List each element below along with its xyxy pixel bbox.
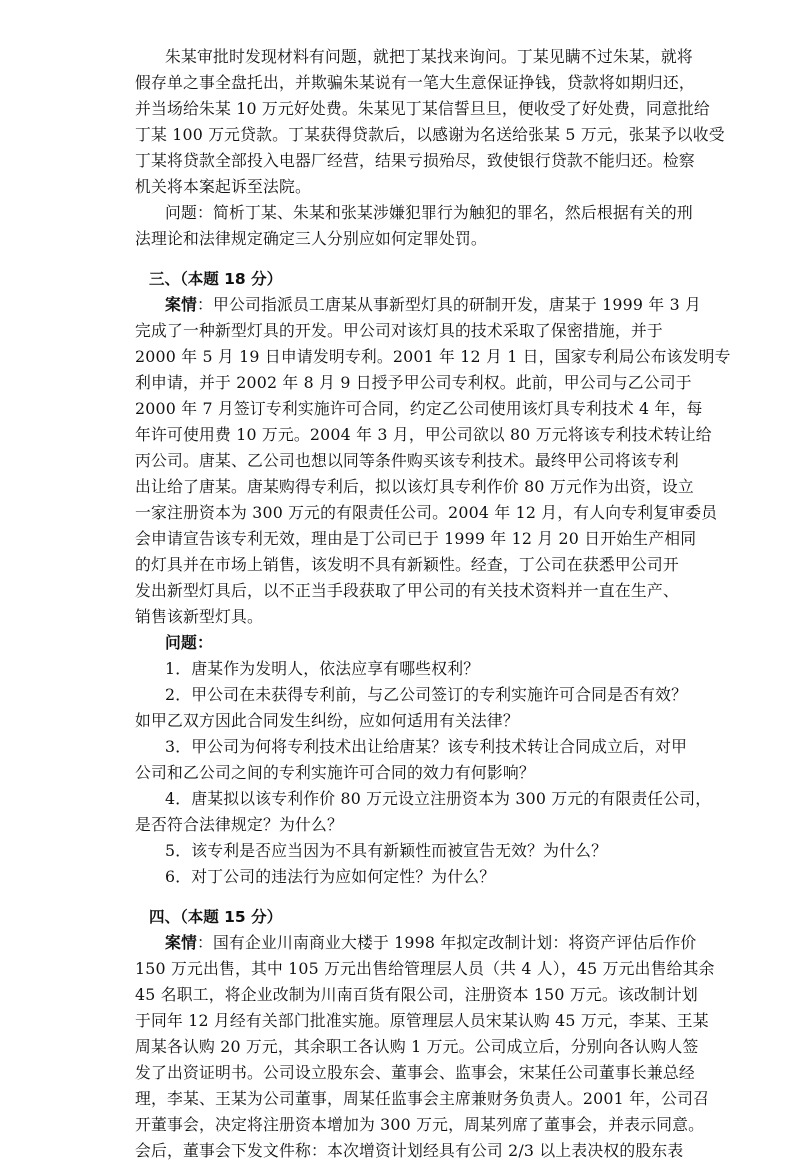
questions-label: 问题：: [165, 633, 213, 652]
case-label: 案情: [165, 295, 197, 314]
text-line: 假存单之事全盘托出，并欺骗朱某说有一笔大生意保证挣钱，贷款将如期归还，: [135, 73, 695, 92]
text-line: 150 万元出售，其中 105 万元出售给管理层人员（共 4 人），45 万元出售给其余: [135, 959, 715, 978]
case-text: ：甲公司指派员工唐某从事新型灯具的研制开发，唐某于 1999 年 3 月: [197, 295, 702, 314]
text-line: 于同年 12 月经有关部门批准实施。原管理层人员宋某认购 45 万元，李某、王某: [135, 1011, 709, 1030]
text-line: 年许可使用费 10 万元。2004 年 3 月，甲公司欲以 80 万元将该专利技术转让给: [135, 425, 712, 444]
paragraph-case-continued: [135, 44, 725, 200]
text-line: 一家注册资本为 300 万元的有限责任公司。2004 年 12 月，有人向专利复审委员: [135, 503, 718, 522]
text-line: 的灯具并在市场上销售，该发明不具有新颖性。经查，丁公司在获悉甲公司开: [135, 555, 679, 574]
text-line: 机关将本案起诉至法院。: [135, 177, 311, 196]
text-line: 45 名职工，将企业改制为川南百货有限公司，注册资本 150 万元。该改制计划: [135, 985, 698, 1004]
text-line: 完成了一种新型灯具的开发。甲公司对该灯具的技术采取了保密措施，并于: [135, 321, 663, 340]
section-four: [135, 904, 715, 1164]
text-line: 2000 年 7 月签订专利实施许可合同，约定乙公司使用该灯具专利技术 4 年，每: [135, 399, 703, 418]
text-line: 2000 年 5 月 19 日申请发明专利。2001 年 12 月 1 日，国家专利局公布该发明专: [135, 347, 731, 366]
case-text: ：国有企业川南商业大楼于 1998 年拟定改制计划：将资产评估后作价: [197, 933, 697, 952]
text-line: 会后，董事会下发文件称：本次增资计划经具有公司 2/3 以上表决权的股东表: [135, 1141, 684, 1160]
section-heading: 四、（本题 15 分）: [149, 908, 283, 926]
text-line: 并当场给朱某 10 万元好处费。朱某见丁某信誓旦旦，便收受了好处费，同意批给: [135, 99, 710, 118]
question-2: 2．甲公司在未获得专利前，与乙公司签订的专利实施许可合同是否有效？: [165, 685, 688, 704]
text-line: 出让给了唐某。唐某购得专利后，拟以该灯具专利作价 80 万元作为出资，设立: [135, 477, 694, 496]
question-2-cont: 如甲乙双方因此合同发生纠纷，应如何适用有关法律？: [135, 711, 519, 730]
text-line: 丁某 100 万元贷款。丁某获得贷款后，以感谢为名送给张某 5 万元，张某予以收受: [135, 125, 725, 144]
text-line: 问题：简析丁某、朱某和张某涉嫌犯罪行为触犯的罪名，然后根据有关的刑: [165, 203, 693, 222]
text-line: 理，李某、王某为公司董事，周某任监事会主席兼财务负责人。2001 年，公司召: [135, 1089, 710, 1108]
case-first-line: [135, 292, 702, 318]
text-line: 朱某审批时发现材料有问题，就把丁某找来询问。丁某见瞒不过朱某，就将: [165, 47, 693, 66]
text-line: 丙公司。唐某、乙公司也想以同等条件购买该专利技术。最终甲公司将该专利: [135, 451, 679, 470]
question-3-cont: 公司和乙公司之间的专利实施许可合同的效力有何影响？: [135, 763, 535, 782]
case-first-line: [135, 930, 697, 956]
question-6: 6．对丁公司的违法行为应如何定性？为什么？: [165, 867, 496, 886]
text-line: 利申请，并于 2002 年 8 月 9 日授予甲公司专利权。此前，甲公司与乙公司于: [135, 373, 692, 392]
question-4: 4．唐某拟以该专利作价 80 万元设立注册资本为 300 万元的有限责任公司，: [165, 789, 712, 808]
question-5: 5．该专利是否应当因为不具有新颖性而被宣告无效？为什么？: [165, 841, 608, 860]
section-heading: 三、（本题 18 分）: [149, 270, 283, 288]
question-4-cont: 是否符合法律规定？为什么？: [135, 815, 343, 834]
case-label: 案情: [165, 933, 197, 952]
text-line: 法理论和法律规定确定三人分别应如何定罪处罚。: [135, 229, 487, 248]
paragraph-question: [135, 200, 693, 252]
text-line: 周某各认购 20 万元，其余职工各认购 1 万元。公司成立后，分别向各认购人签: [135, 1037, 699, 1056]
text-line: 会申请宣告该专利无效，理由是丁公司已于 1999 年 12 月 20 日开始生产相同: [135, 529, 697, 548]
text-line: 丁某将贷款全部投入电器厂经营，结果亏损殆尽，致使银行贷款不能归还。检察: [135, 151, 695, 170]
text-line: 发了出资证明书。公司设立股东会、董事会、监事会，宋某任公司董事长兼总经: [135, 1063, 695, 1082]
question-1: 1．唐某作为发明人，依法应享有哪些权利？: [165, 659, 480, 678]
section-three: [135, 266, 731, 890]
text-line: 发出新型灯具后，以不正当手段获取了甲公司的有关技术资料并一直在生产、: [135, 581, 679, 600]
text-line: 销售该新型灯具。: [135, 607, 263, 626]
text-line: 开董事会，决定将注册资本增加为 300 万元，周某列席了董事会，并表示同意。: [135, 1115, 705, 1134]
question-3: 3．甲公司为何将专利技术出让给唐某？该专利技术转让合同成立后，对甲: [165, 737, 688, 756]
